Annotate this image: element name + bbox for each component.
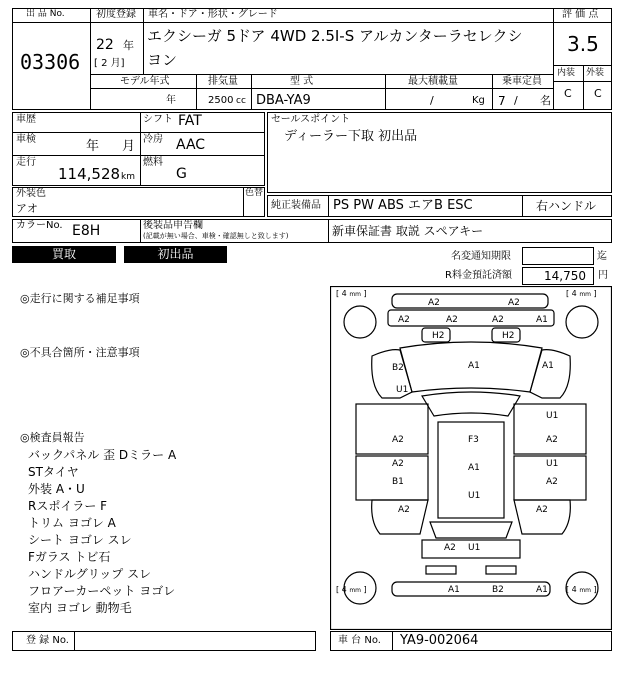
mark-front-door-right-2: A2 <box>546 435 558 445</box>
displacement-unit: cc <box>236 96 246 106</box>
wheel-front-left <box>344 306 376 338</box>
driving-remarks-label: ◎走行に関する補足事項 <box>20 292 140 305</box>
inspection-label: 車検 <box>16 134 36 145</box>
mark-fender-left-1: B2 <box>392 363 404 373</box>
car-name-label: 車名・ドア・形状・グレード <box>148 9 278 20</box>
score-value: 3.5 <box>567 32 599 56</box>
color-no-value: E8H <box>72 223 101 239</box>
car-damage-diagram <box>330 286 612 630</box>
type-value: DBA-YA9 <box>256 93 311 108</box>
rear-bumper <box>392 582 550 596</box>
capacity-unit: 名 <box>540 94 551 107</box>
mark-roof-rear-2: U1 <box>468 491 481 501</box>
history-block <box>12 112 265 186</box>
inspector-line: ハンドルグリップ スレ <box>28 567 152 581</box>
inspector-line: 室内 ヨゴレ 動物毛 <box>28 601 132 615</box>
aftermarket-note: (記載が無い場合、車検・確認無しと致します) <box>143 232 289 240</box>
front-bumper <box>388 310 554 326</box>
front-door-left <box>356 404 428 454</box>
inspector-line: バックパネル 歪 Dミラー A <box>28 448 177 462</box>
inspector-line: Rスポイラー F <box>28 499 108 513</box>
aircon-value: AAC <box>176 137 206 153</box>
inspector-line: シート ヨゴレ スレ <box>28 533 132 547</box>
capacity-label: 乗車定員 <box>502 76 542 87</box>
handle-value: 右ハンドル <box>536 199 597 213</box>
recycle-label: R料金預託済額 <box>445 270 512 281</box>
exterior-label: 外装 <box>586 68 605 78</box>
type-label: 型 式 <box>290 76 314 87</box>
mileage-unit: km <box>121 172 135 182</box>
inspector-report-label: ◎検査員報告 <box>20 431 85 444</box>
exterior-color-label: 外装色 <box>16 188 46 199</box>
capacity-separator: / <box>514 94 518 107</box>
max-load-label: 最大積載量 <box>408 76 458 87</box>
mark-light-right: H2 <box>502 331 515 341</box>
displacement-value: 2500 <box>208 95 234 106</box>
fuel-label: 燃料 <box>143 157 163 168</box>
mark-rear-fender-left: A2 <box>398 505 410 515</box>
fuel-value: G <box>176 166 187 182</box>
mileage-value: 114,528 <box>58 165 121 183</box>
mark-front-2: A2 <box>446 315 458 325</box>
warranty-value: 新車保証書 取説 スペアキー <box>332 224 484 238</box>
model-year-unit: 年 <box>166 95 176 106</box>
mark-fender-right: A1 <box>542 361 554 371</box>
wheel-front-right <box>566 306 598 338</box>
color-no-row <box>12 219 612 243</box>
chassis-label: 車 台 No. <box>338 635 381 646</box>
exterior-color-box <box>12 187 265 217</box>
tread-front-right: [ 4 mm ] <box>566 289 597 298</box>
rear-light-right <box>486 566 516 574</box>
color-no-label: カラーNo. <box>16 220 63 231</box>
shift-label: シフト <box>143 114 173 125</box>
mark-rear-door-left-2: B1 <box>392 477 404 487</box>
exterior-grade: C <box>594 87 602 100</box>
transfer-deadline-label: 名変通知期限 <box>451 251 511 262</box>
rear-window <box>430 522 512 538</box>
model-year-label: モデル年式 <box>120 76 170 87</box>
mark-front-door-right: U1 <box>546 411 559 421</box>
exterior-color-value: アオ <box>16 202 38 215</box>
mark-hood: A1 <box>468 361 480 371</box>
tread-rear-left: [ 4 mm ] <box>336 585 367 594</box>
max-load-value: / <box>430 94 434 107</box>
mark-rear-bumper-1: A1 <box>448 585 460 595</box>
mark-rear-door-right-1: U1 <box>546 459 559 469</box>
first-registration-year: 22 <box>96 37 114 53</box>
mark-rear-bumper-3: A1 <box>536 585 548 595</box>
capacity-value: 7 <box>498 94 506 108</box>
mark-bumper-front-left: A2 <box>428 298 440 308</box>
mark-light-left: H2 <box>432 331 445 341</box>
tread-front-left: [ 4 mm ] <box>336 289 367 298</box>
sales-point-value: ディーラー下取 初出品 <box>284 129 418 144</box>
mark-roof-rear: A1 <box>468 463 480 473</box>
mileage-label: 走行 <box>16 157 36 168</box>
inspector-line: Fガラス トビ石 <box>28 550 111 564</box>
mark-back-1: A2 <box>444 543 456 553</box>
inspection-month-unit: 月 <box>122 139 136 154</box>
inspector-lines <box>28 447 318 617</box>
fender-right <box>530 350 570 398</box>
displacement-label: 排気量 <box>208 76 238 87</box>
mark-bumper-front-right: A2 <box>508 298 520 308</box>
grade-label: 評 価 点 <box>562 9 599 20</box>
inspector-line: フロアーカーペット ヨゴレ <box>28 584 176 598</box>
color-change-label: 色替 <box>245 188 264 198</box>
lot-number: 03306 <box>20 50 81 74</box>
buy-badge: 買取 <box>12 246 116 263</box>
windshield <box>422 392 520 416</box>
mark-front-1: A2 <box>398 315 410 325</box>
rear-light-left <box>426 566 456 574</box>
first-listing-badge: 初出品 <box>124 246 227 263</box>
mark-front-3: A2 <box>492 315 504 325</box>
mark-front-4: A1 <box>536 315 548 325</box>
car-name-line2: ヨン <box>147 51 178 69</box>
equipment-label: 純正装備品 <box>271 200 321 211</box>
aftermarket-label: 後装品申告欄 <box>143 220 203 231</box>
inspector-line: STタイヤ <box>28 465 79 479</box>
chassis-value: YA9-002064 <box>400 633 479 648</box>
recycle-unit: 円 <box>598 270 608 281</box>
equipment-value: PS PW ABS エアB ESC <box>333 198 473 213</box>
sales-point-label: セールスポイント <box>271 114 351 125</box>
transfer-deadline-box <box>522 247 594 265</box>
mark-rear-door-right-2: A2 <box>546 477 558 487</box>
mark-rear-door-left-1: A2 <box>392 459 404 469</box>
inspector-line: トリム ヨゴレ A <box>28 516 116 530</box>
mark-back-2: U1 <box>468 543 481 553</box>
first-registration-month: [ 2 月] <box>94 58 125 69</box>
mark-rear-fender-right: A2 <box>536 505 548 515</box>
shift-value: FAT <box>178 113 202 129</box>
interior-label: 内装 <box>557 68 576 78</box>
history-label: 車歴 <box>16 114 36 125</box>
registration-label: 登 録 No. <box>26 635 69 646</box>
mark-fender-left-2: U1 <box>396 385 409 395</box>
inspection-year-unit: 年 <box>86 139 100 154</box>
mark-front-door-left: A2 <box>392 435 404 445</box>
max-load-unit: Kg <box>472 95 485 106</box>
defects-label: ◎不具合箇所・注意事項 <box>20 346 140 359</box>
mark-roof: F3 <box>468 435 479 445</box>
aircon-label: 冷房 <box>143 134 163 145</box>
car-name-line1: エクシーガ 5ドア 4WD 2.5I-S アルカンターラセレクシ <box>147 27 523 45</box>
front-bumper-top <box>392 294 548 308</box>
recycle-value: 14,750 <box>544 269 586 283</box>
lot-label: 出 品 No. <box>26 9 65 19</box>
interior-grade: C <box>564 87 572 100</box>
year-unit: 年 <box>123 39 134 52</box>
mark-rear-bumper-2: B2 <box>492 585 504 595</box>
tread-rear-right: [ 4 mm ] <box>566 585 597 594</box>
first-registration-label: 初度登録 <box>96 9 136 20</box>
transfer-deadline-unit: 迄 <box>597 251 607 262</box>
inspector-line: 外装 A・U <box>28 482 85 496</box>
